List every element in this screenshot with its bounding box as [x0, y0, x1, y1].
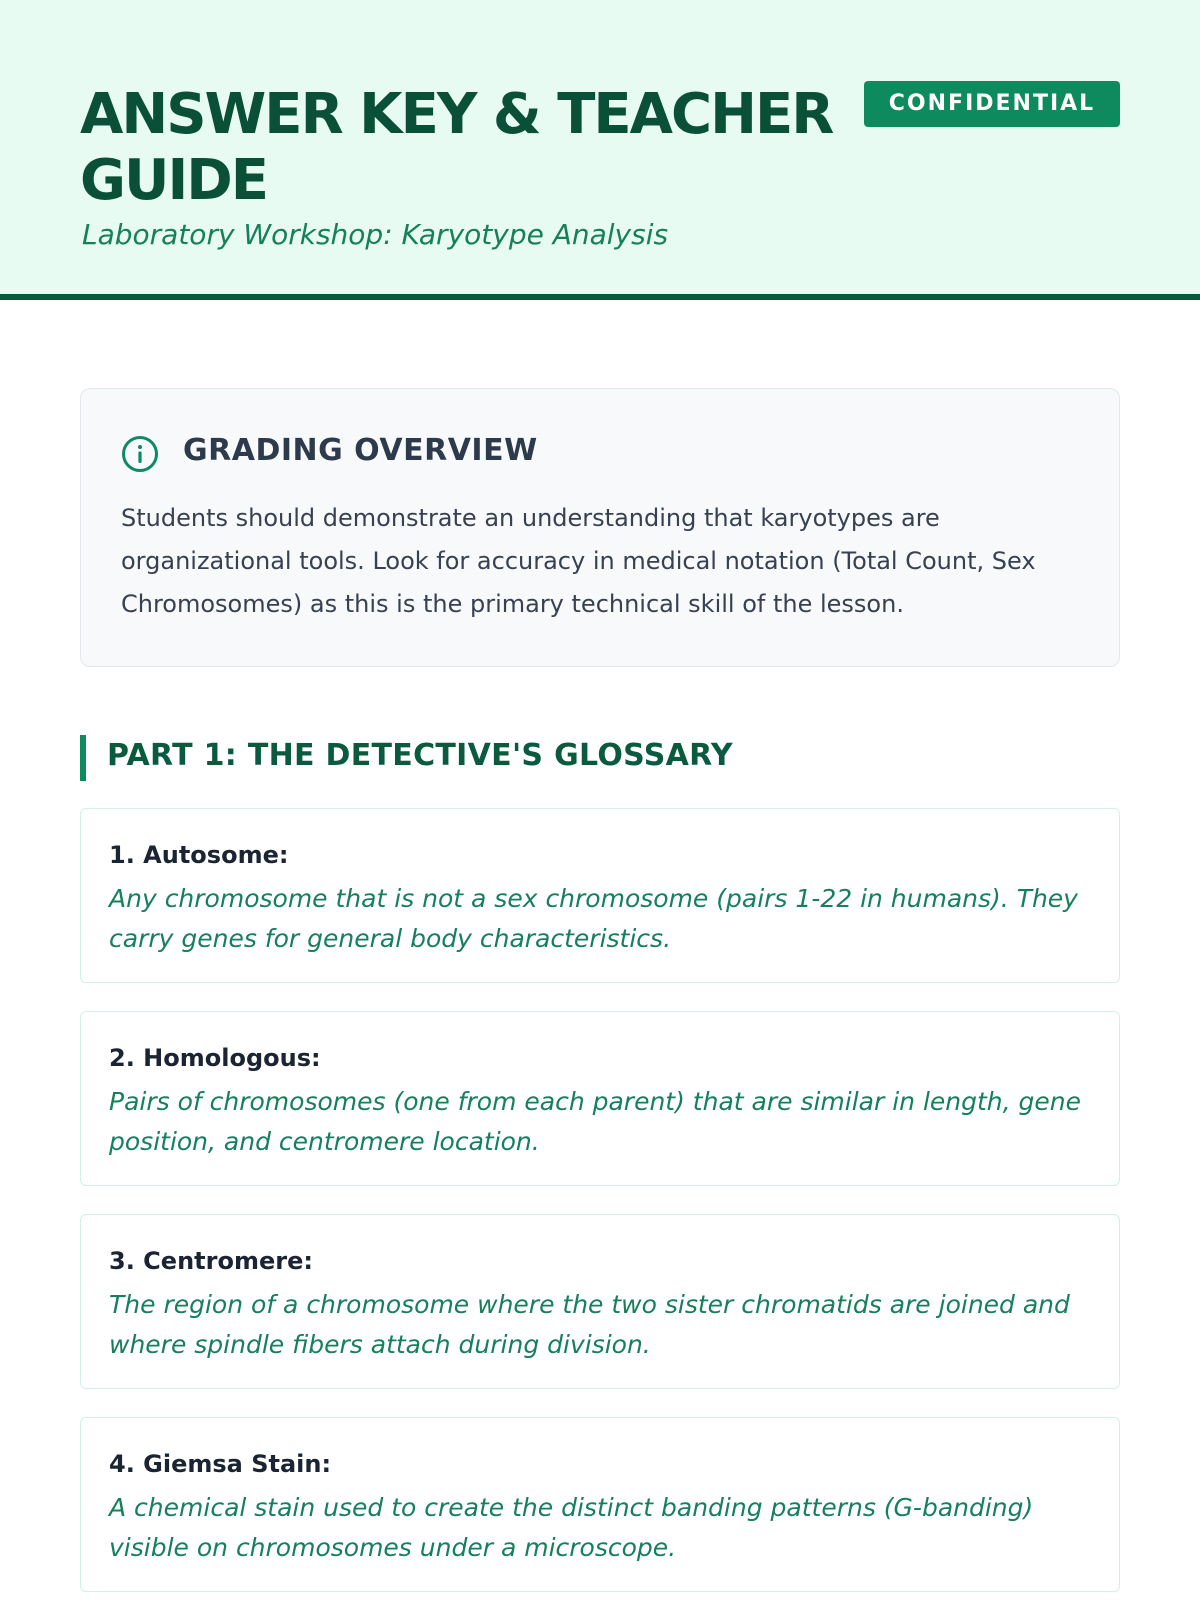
glossary-definition: The region of a chromosome where the two sister chromatids are joined and where spindle fibers attach during division.	[109, 1290, 1070, 1359]
glossary-card-centromere	[80, 1214, 1120, 1389]
grading-overview-panel	[80, 388, 1120, 667]
glossary-card-giemsa-stain	[80, 1417, 1120, 1592]
page-subtitle: Laboratory Workshop: Karyotype Analysis	[82, 218, 669, 251]
page-title: ANSWER KEY & TEACHER GUIDE	[80, 82, 833, 213]
glossary-definition: Any chromosome that is not a sex chromosome (pairs 1-22 in humans). They carry genes for general body characteristics.	[109, 884, 1078, 953]
glossary-term: 4. Giemsa Stain:	[109, 1450, 332, 1478]
glossary-term: 3. Centromere:	[109, 1247, 313, 1275]
glossary-term: 2. Homologous:	[109, 1044, 321, 1072]
glossary-definition: Pairs of chromosomes (one from each parent) that are similar in length, gene position, and centromere location.	[109, 1087, 1081, 1156]
glossary-term: 1. Autosome:	[109, 841, 289, 869]
glossary-card-homologous	[80, 1011, 1120, 1186]
page-header	[0, 0, 1200, 300]
section-accent-bar	[80, 735, 86, 781]
info-icon	[121, 435, 159, 473]
confidential-badge: CONFIDENTIAL	[864, 81, 1120, 127]
glossary-card-autosome	[80, 808, 1120, 983]
glossary-definition: A chemical stain used to create the distinct banding patterns (G-banding) visible on chromosomes under a microscope.	[109, 1493, 1034, 1562]
section-heading: PART 1: THE DETECTIVE'S GLOSSARY	[107, 738, 733, 773]
grading-overview-heading: GRADING OVERVIEW	[183, 433, 538, 468]
grading-overview-text: Students should demonstrate an understanding that karyotypes are organizational tools. Look for accuracy in medical notation (Total Count, Sex Chromosomes) as this is the primary technical skill of the lesson.	[121, 504, 1036, 618]
